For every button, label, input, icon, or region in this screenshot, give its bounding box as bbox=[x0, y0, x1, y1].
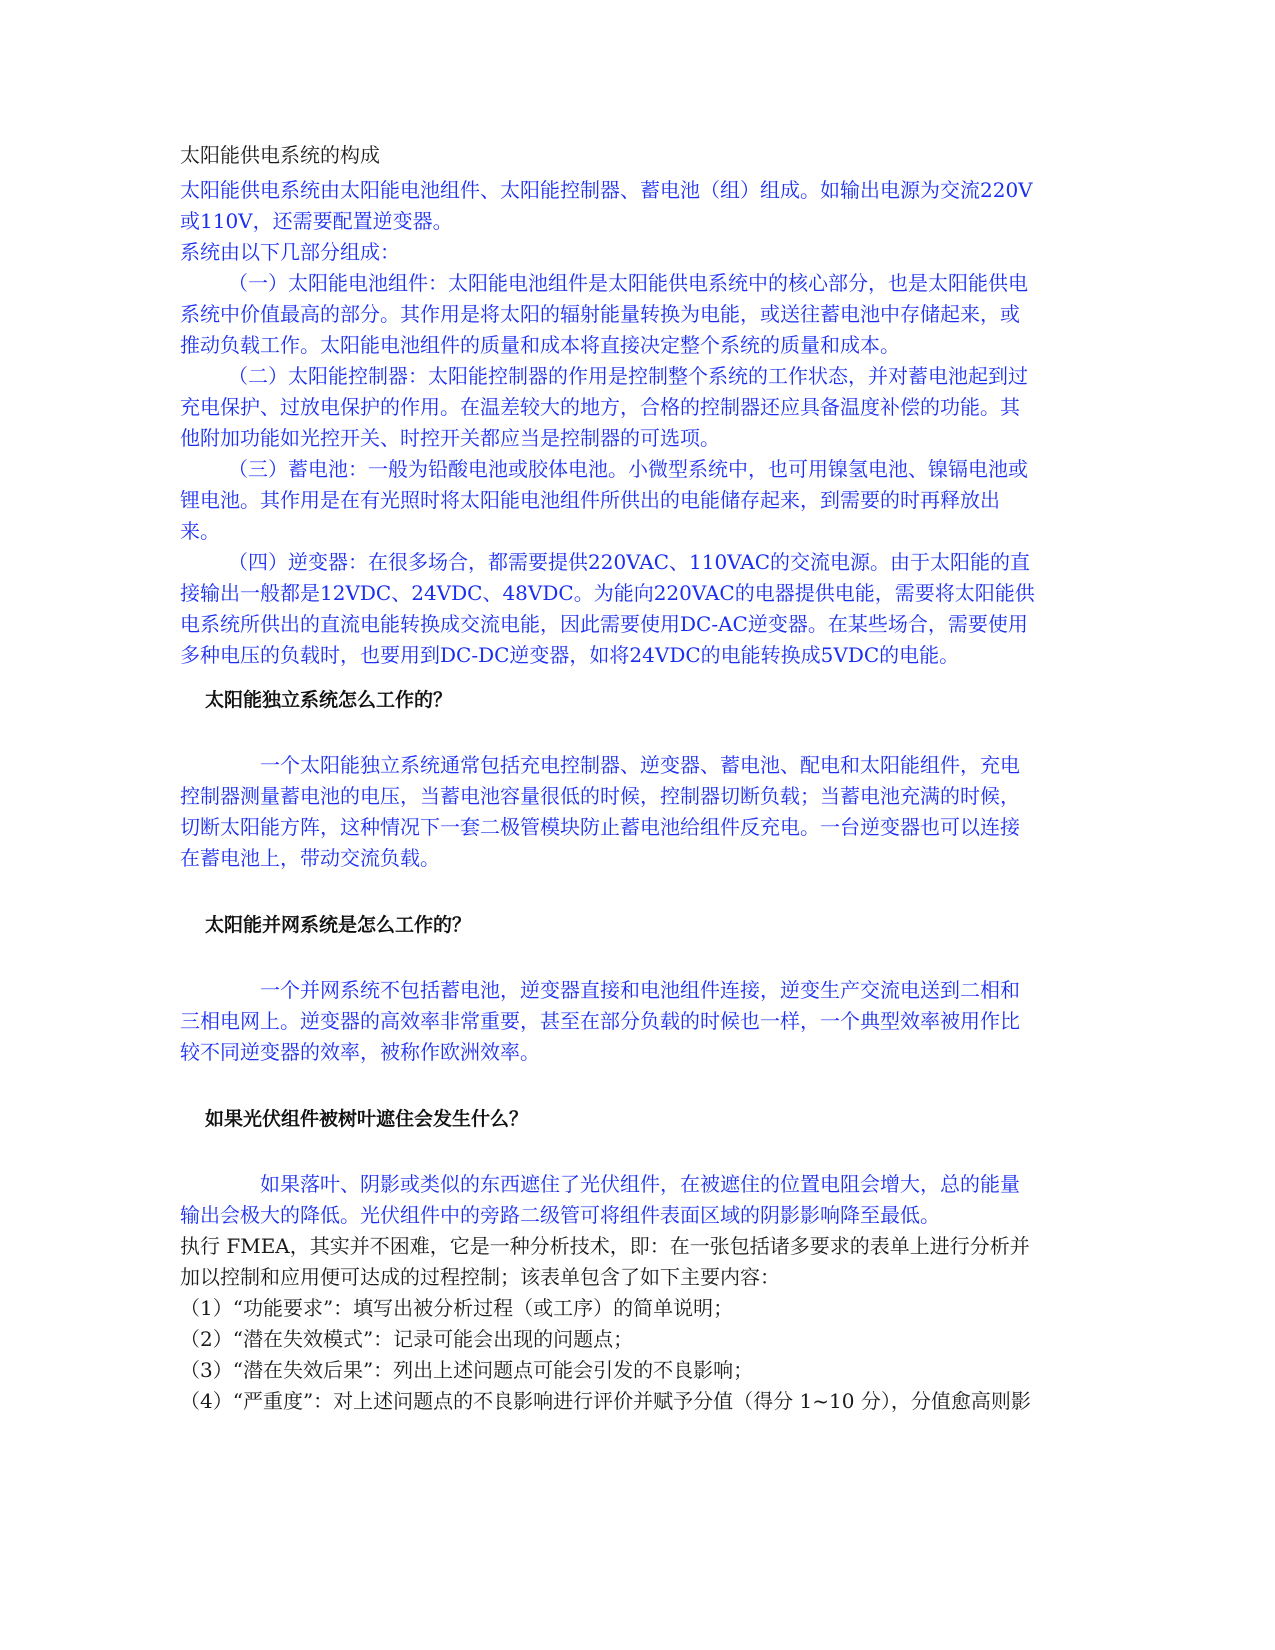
fmea-item: （3）“潜在失效后果”：列出上述问题点可能会引发的不良影响； bbox=[180, 1358, 754, 1382]
intro-paragraph: 太阳能供电系统由太阳能电池组件、太阳能控制器、蓄电池（组）组成。如输出电源为交流220V或110V，还需要配置逆变器。 bbox=[180, 178, 1033, 233]
fmea-item: （2）“潜在失效模式”：记录可能会出现的问题点； bbox=[180, 1327, 634, 1351]
component-solar-panel: （一）太阳能电池组件：太阳能电池组件是太阳能供电系统中的核心部分，也是太阳能供电系统中价值最高的部分。其作用是将太阳的辐射能量转换为电能，或送往蓄电池中存储起来，或推动负载工作。太阳能电池组件的质量和成本将直接决定整个系统的质量和成本。 bbox=[180, 271, 1028, 357]
component-inverter: （四）逆变器：在很多场合，都需要提供220VAC、110VAC的交流电源。由于太阳能的直接输出一般都是12VDC、24VDC、48VDC。为能向220VAC的电器提供电能，需要将太阳能供电系统所供出的直流电能转换成交流电能，因此需要使用DC-AC逆变器。在某些场合，需要使用多种电压的负载时，也要用到DC-DC逆变器，如将24VDC的电能转换成5VDC的电能。 bbox=[180, 550, 1035, 667]
section-body-standalone: 一个太阳能独立系统通常包括充电控制器、逆变器、蓄电池、配电和太阳能组件，充电控制器测量蓄电池的电压，当蓄电池容量很低的时候，控制器切断负载；当蓄电池充满的时候，切断太阳能方阵，这种情况下一套二极管模块防止蓄电池给组件反充电。一台逆变器也可以连接在蓄电池上，带动交流负载。 bbox=[180, 753, 1020, 870]
section-heading-shading: 如果光伏组件被树叶遮住会发生什么？ bbox=[205, 1108, 529, 1130]
document-title: 太阳能供电系统的构成 bbox=[180, 143, 380, 167]
section-body-grid-tied: 一个并网系统不包括蓄电池，逆变器直接和电池组件连接，逆变生产交流电送到二相和三相电网上。逆变器的高效率非常重要，甚至在部分负载的时候也一样，一个典型效率被用作比较不同逆变器的效率，被称作欧洲效率。 bbox=[180, 978, 1020, 1064]
component-controller: （二）太阳能控制器：太阳能控制器的作用是控制整个系统的工作状态，并对蓄电池起到过充电保护、过放电保护的作用。在温差较大的地方，合格的控制器还应具备温度补偿的功能。其他附加功能如光控开关、时控开关都应当是控制器的可选项。 bbox=[180, 364, 1028, 450]
fmea-intro: 执行 FMEA，其实并不困难，它是一种分析技术，即：在一张包括诸多要求的表单上进行分析并加以控制和应用便可达成的过程控制；该表单包含了如下主要内容： bbox=[180, 1234, 1030, 1289]
section-heading-standalone: 太阳能独立系统怎么工作的？ bbox=[205, 689, 453, 711]
fmea-item: （1）“功能要求”：填写出被分析过程（或工序）的简单说明； bbox=[180, 1296, 734, 1320]
intro-list-lead: 系统由以下几部分组成： bbox=[180, 240, 400, 264]
section-body-shading: 如果落叶、阴影或类似的东西遮住了光伏组件，在被遮住的位置电阻会增大，总的能量输出会极大的降低。光伏组件中的旁路二级管可将组件表面区域的阴影影响降至最低。 bbox=[180, 1172, 1020, 1227]
component-battery: （三）蓄电池：一般为铅酸电池或胶体电池。小微型系统中，也可用镍氢电池、镍镉电池或锂电池。其作用是在有光照时将太阳能电池组件所供出的电能储存起来，到需要的时再释放出来。 bbox=[180, 457, 1028, 543]
section-heading-grid-tied: 太阳能并网系统是怎么工作的？ bbox=[205, 914, 472, 936]
document-page bbox=[180, 140, 1035, 1417]
fmea-item: （4）“严重度”：对上述问题点的不良影响进行评价并赋予分值（得分 1~10 分），分值愈高则影 bbox=[180, 1389, 1031, 1413]
